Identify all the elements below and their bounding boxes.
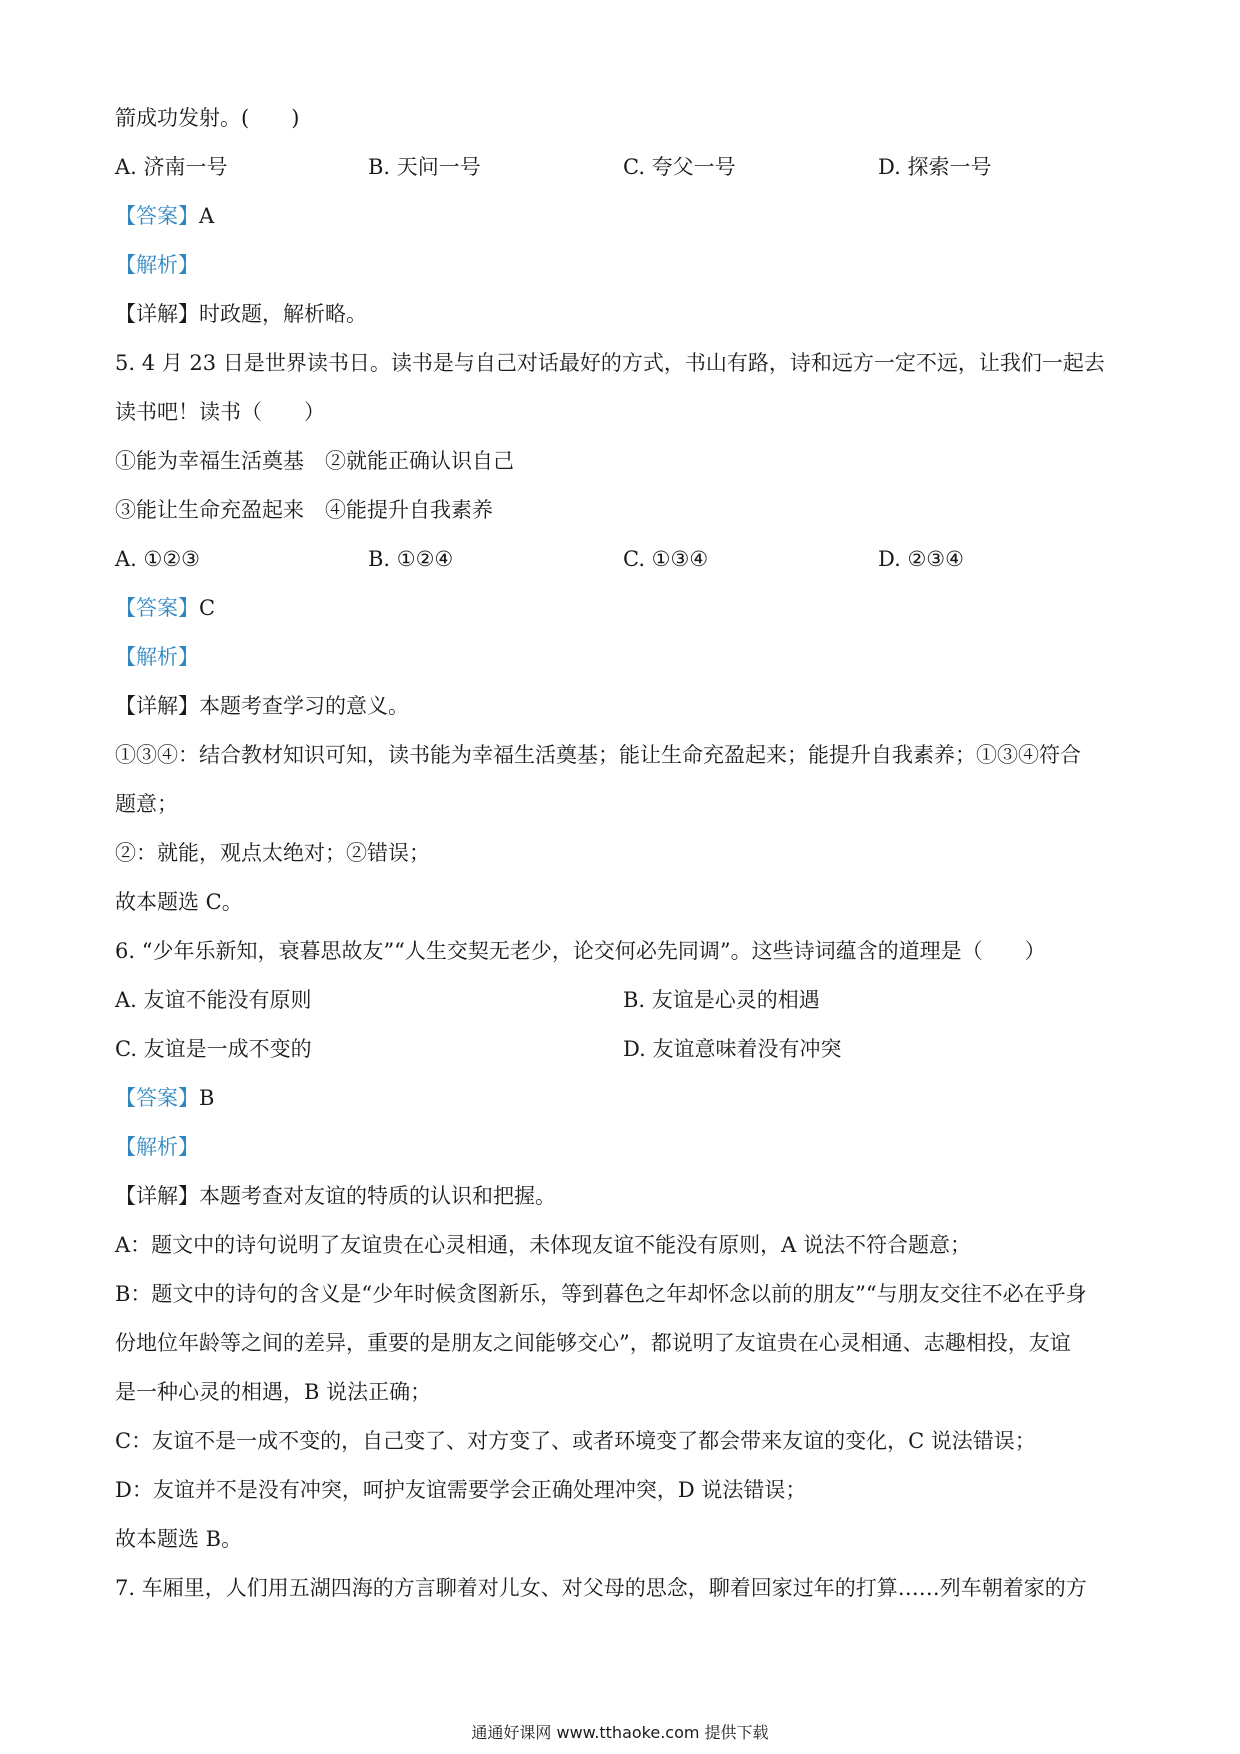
q5-answer: [115, 593, 1135, 623]
analysis-tag: 【解析】: [115, 253, 199, 277]
q6-explain-d: D：友谊并不是没有冲突，呵护友谊需要学会正确处理冲突，D 说法错误；: [115, 1478, 807, 1502]
q5-option-b: B. ①②④: [368, 547, 454, 571]
q6-conclusion: 故本题选 B。: [115, 1527, 243, 1551]
q7-stem-line1: 7. 车厢里，人们用五湖四海的方言聊着对儿女、对父母的思念，聊着回家过年的打算……列车朝着家的方: [115, 1576, 1087, 1600]
q5-explain-line3: ②：就能，观点太绝对；②错误；: [115, 841, 430, 865]
q5-explain-line1: ①③④：结合教材知识可知，读书能为幸福生活奠基；能让生命充盈起来；能提升自我素养；①③④符合: [115, 743, 1081, 767]
q6-option-c: C. 友谊是一成不变的: [115, 1037, 312, 1061]
q5-detail: [115, 691, 1135, 721]
q6-option-d: D. 友谊意味着没有冲突: [623, 1037, 842, 1061]
analysis-tag: 【解析】: [115, 1135, 199, 1159]
detail-tag: 【详解】: [115, 302, 199, 326]
answer-tag: 【答案】: [115, 1086, 199, 1110]
q6-explain-a: A：题文中的诗句说明了友谊贵在心灵相通，未体现友谊不能没有原则，A 说法不符合题意；: [115, 1233, 972, 1257]
q4-detail: [115, 299, 1135, 329]
analysis-tag: 【解析】: [115, 645, 199, 669]
q6-option-a: A. 友谊不能没有原则: [115, 988, 312, 1012]
q5-explain-line2: 题意；: [115, 792, 178, 816]
q5-statement-line1: ①能为幸福生活奠基 ②就能正确认识自己: [115, 449, 514, 473]
answer-value: B: [199, 1086, 215, 1110]
q6-stem: 6. “少年乐新知，衰暮思故友”“人生交契无老少，论交何必先同调”。这些诗词蕴含的道理是（ ）: [115, 939, 1046, 963]
q6-detail: [115, 1181, 1135, 1211]
q4-option-b: B. 天问一号: [368, 155, 481, 179]
answer-tag: 【答案】: [115, 596, 199, 620]
q5-stem-line2: 读书吧！读书（ ）: [115, 400, 325, 424]
q6-answer: [115, 1083, 1135, 1113]
detail-tag: 【详解】: [115, 1184, 199, 1208]
detail-tag: 【详解】: [115, 694, 199, 718]
detail-text: 时政题，解析略。: [199, 302, 367, 326]
q6-analysis: [115, 1132, 1135, 1162]
q4-analysis: [115, 250, 1135, 280]
q4-stem-end: 箭成功发射。( ): [115, 106, 300, 130]
page-footer: 通通好课网 www.tthaoke.com 提供下载: [471, 1723, 769, 1742]
q4-option-c: C. 夸父一号: [623, 155, 736, 179]
q4-option-a: A. 济南一号: [115, 155, 228, 179]
q6-explain-b2: 份地位年龄等之间的差异，重要的是朋友之间能够交心”，都说明了友谊贵在心灵相通、志趣相投，友谊: [115, 1331, 1071, 1355]
q5-conclusion: 故本题选 C。: [115, 890, 243, 914]
q6-explain-b1: B：题文中的诗句的含义是“少年时候贪图新乐，等到暮色之年却怀念以前的朋友”“与朋友交往不必在乎身: [115, 1282, 1087, 1306]
q5-option-a: A. ①②③: [115, 547, 200, 571]
q5-option-d: D. ②③④: [878, 547, 964, 571]
q6-explain-b3: 是一种心灵的相遇，B 说法正确；: [115, 1380, 432, 1404]
q5-option-c: C. ①③④: [623, 547, 709, 571]
q5-stem-line1: 5. 4 月 23 日是世界读书日。读书是与自己对话最好的方式，书山有路，诗和远方一定不远，让我们一起去: [115, 351, 1105, 375]
q4-answer: [115, 201, 1135, 231]
detail-text: 本题考查学习的意义。: [199, 694, 409, 718]
q5-statement-line2: ③能让生命充盈起来 ④能提升自我素养: [115, 498, 493, 522]
q4-option-d: D. 探索一号: [878, 155, 992, 179]
answer-tag: 【答案】: [115, 204, 199, 228]
detail-text: 本题考查对友谊的特质的认识和把握。: [199, 1184, 556, 1208]
q6-explain-c: C：友谊不是一成不变的，自己变了、对方变了、或者环境变了都会带来友谊的变化，C 说法错误；: [115, 1429, 1036, 1453]
answer-value: C: [199, 596, 216, 620]
answer-value: A: [199, 204, 215, 228]
q5-analysis: [115, 642, 1135, 672]
q6-option-b: B. 友谊是心灵的相遇: [623, 988, 820, 1012]
